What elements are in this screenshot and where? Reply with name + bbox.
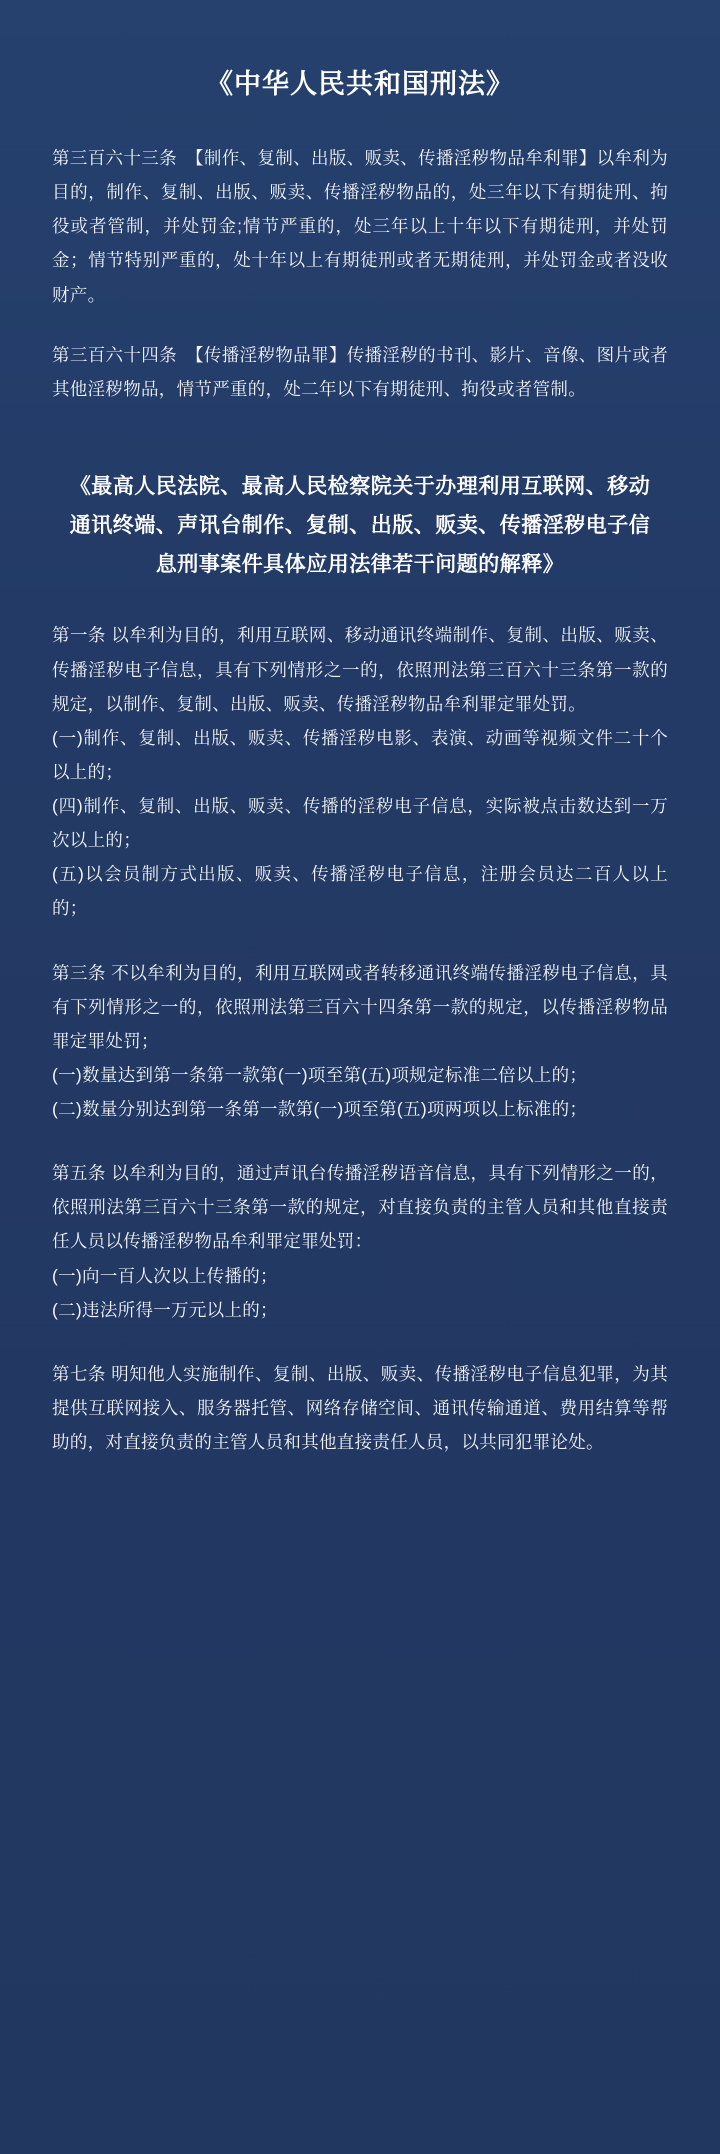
interpretation-block-5: [52, 1156, 668, 1327]
interpretation-article-3-item-2: (二)数量分别达到第一条第一款第(一)项至第(五)项两项以上标准的；: [52, 1099, 588, 1120]
interpretation-block-3: [52, 956, 668, 1127]
interpretation-article-5-intro: 第五条 以牟利为目的，通过声讯台传播淫秽语音信息，具有下列情形之一的，依照刑法第三百六十三条第一款的规定，对直接负责的主管人员和其他直接责任人员以传播淫秽物品牟利罪定罪处罚：: [52, 1163, 668, 1252]
page-title: 《中华人民共和国刑法》: [206, 69, 514, 99]
interpretation-block-7: [52, 1357, 668, 1459]
interpretation-article-1-item-4: (四)制作、复制、出版、贩卖、传播的淫秽电子信息，实际被点击数达到一万次以上的；: [52, 796, 668, 851]
interpretation-article-5-item-2: (二)违法所得一万元以上的；: [52, 1299, 278, 1320]
interpretation-article-3-item-1: (一)数量达到第一条第一款第(一)项至第(五)项规定标准二倍以上的；: [52, 1064, 588, 1085]
interpretation-article-1-intro: 第一条 以牟利为目的，利用互联网、移动通讯终端制作、复制、出版、贩卖、传播淫秽电子信息，具有下列情形之一的，依照刑法第三百六十三条第一款的规定，以制作、复制、出版、贩卖、传播淫秽物品牟利罪定罪处罚。: [52, 625, 668, 714]
interpretation-article-1-item-1: (一)制作、复制、出版、贩卖、传播淫秽电影、表演、动画等视频文件二十个以上的；: [52, 727, 668, 782]
interpretation-article-7: 第七条 明知他人实施制作、复制、出版、贩卖、传播淫秽电子信息犯罪，为其提供互联网接入、服务器托管、网络存储空间、通讯传输通道、费用结算等帮助的，对直接负责的主管人员和其他直接责任人员，以共同犯罪论处。: [52, 1363, 668, 1453]
law-article-363: 第三百六十三条 【制作、复制、出版、贩卖、传播淫秽物品牟利罪】以牟利为目的，制作、复制、出版、贩卖、传播淫秽物品的，处三年以下有期徒刑、拘役或者管制，并处罚金;情节严重的，处三年以上十年以下有期徒刑，并处罚金；情节特别严重的，处十年以上有期徒刑或者无期徒刑，并处罚金或者没收财产。: [52, 148, 668, 305]
interpretation-article-1-item-5: (五)以会员制方式出版、贩卖、传播淫秽电子信息，注册会员达二百人以上的；: [52, 864, 668, 919]
law-article-364: 第三百六十四条 【传播淫秽物品罪】传播淫秽的书刊、影片、音像、图片或者其他淫秽物品，情节严重的，处二年以下有期徒刑、拘役或者管制。: [52, 344, 668, 399]
interpretation-block-1: [52, 618, 668, 925]
interpretation-article-5-item-1: (一)向一百人次以上传播的；: [52, 1265, 278, 1286]
interpretation-title: 《最高人民法院、最高人民检察院关于办理利用互联网、移动通讯终端、声讯台制作、复制、出版、贩卖、传播淫秽电子信息刑事案件具体应用法律若干问题的解释》: [69, 474, 651, 576]
interpretation-article-3-intro: 第三条 不以牟利为目的，利用互联网或者转移通讯终端传播淫秽电子信息，具有下列情形之一的，依照刑法第三百六十四条第一款的规定，以传播淫秽物品罪定罪处罚；: [52, 962, 668, 1051]
